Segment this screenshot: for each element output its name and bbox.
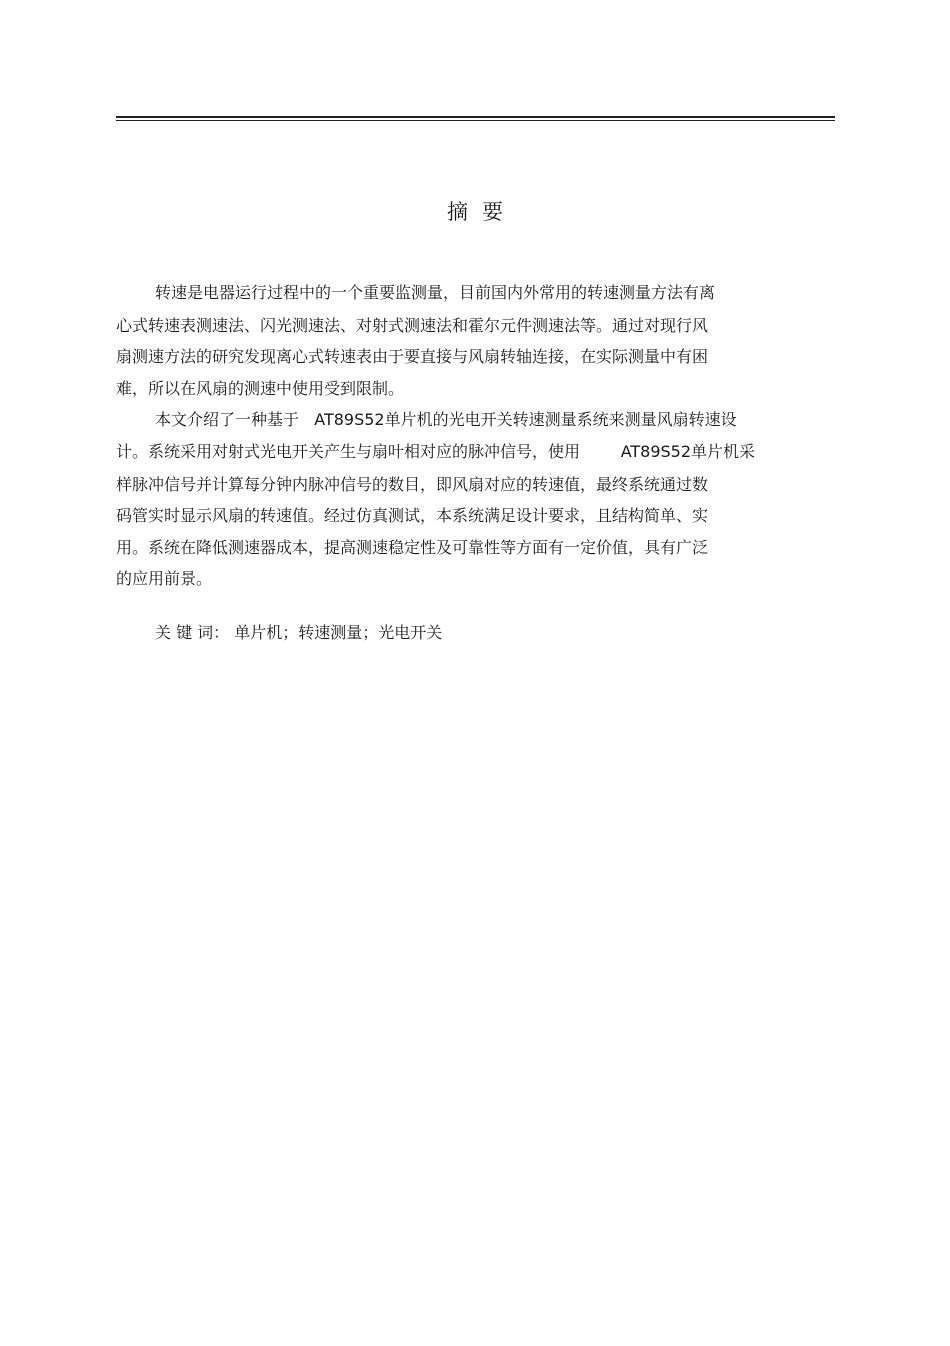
abstract-line-6: 计。系统采用对射式光电开关产生与扇叶相对应的脉冲信号，使用 AT89S52单片机采 (116, 442, 756, 461)
header-rule (116, 116, 835, 121)
keywords: 关 键 词： 单片机；转速测量；光电开关 (155, 623, 443, 642)
abstract-title: 摘要 (447, 200, 517, 224)
abstract-line-5: 本文介绍了一种基于 AT89S52单片机的光电开关转速测量系统来测量风扇转速设 (155, 410, 737, 429)
abstract-line-7: 样脉冲信号并计算每分钟内脉冲信号的数目，即风扇对应的转速值，最终系统通过数 (116, 475, 709, 494)
abstract-line-10: 的应用前景。 (116, 569, 213, 588)
abstract-line-8: 码管实时显示风扇的转速值。经过仿真测试，本系统满足设计要求，且结构简单、实 (116, 506, 709, 525)
abstract-line-2: 心式转速表测速法、闪光测速法、对射式测速法和霍尔元件测速法等。通过对现行风 (116, 316, 709, 335)
abstract-line-9: 用。系统在降低测速器成本，提高测速稳定性及可靠性等方面有一定价值，具有广泛 (116, 538, 709, 557)
abstract-line-3: 扇测速方法的研究发现离心式转速表由于要直接与风扇转轴连接，在实际测量中有困 (116, 347, 709, 366)
abstract-line-1: 转速是电器运行过程中的一个重要监测量，目前国内外常用的转速测量方法有离 (155, 283, 716, 302)
abstract-line-4: 难，所以在风扇的测速中使用受到限制。 (116, 379, 405, 398)
